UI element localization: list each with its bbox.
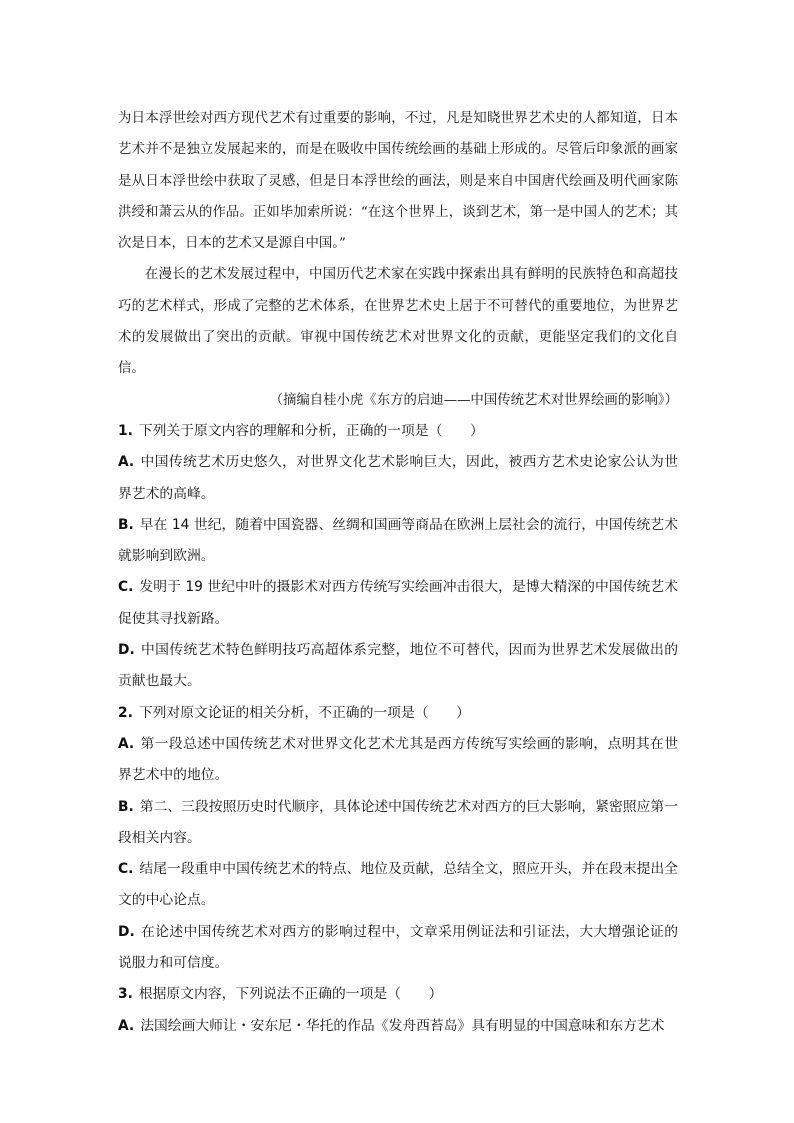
option-key: A. [118, 1017, 135, 1034]
option-text: 第一段总述中国传统艺术对世界文化艺术尤其是西方传统写实绘画的影响，点明其在世界艺术中的地位。 [118, 735, 678, 784]
option-key: C. [118, 861, 134, 878]
option-text: 法国绘画大师让・安东尼・华托的作品《发舟西苔岛》具有明显的中国意味和东方艺术 [140, 1017, 665, 1034]
option-text: 第二、三段按照历史时代顺序，具体论述中国传统艺术对西方的巨大影响，紧密照应第一段相关内容。 [118, 798, 678, 846]
option-text: 发明于 19 世纪中叶的摄影术对西方传统写实绘画冲击很大，是博大精深的中国传统艺术促使其寻找新路。 [118, 579, 678, 627]
option-text: 在论述中国传统艺术对西方的影响过程中，文章采用例证法和引证法，大大增强论证的说服力和可信度。 [118, 923, 678, 972]
question-number: 1. [118, 422, 133, 439]
option-d [118, 917, 678, 980]
option-key: C. [118, 579, 134, 596]
option-b [118, 510, 678, 573]
option-c [118, 572, 678, 635]
question-stem: 下列关于原文内容的理解和分析，正确的一项是（ ） [138, 422, 484, 439]
option-d [118, 635, 678, 698]
option-key: D. [118, 923, 135, 940]
option-key: D. [118, 642, 135, 659]
question-number: 2. [118, 704, 133, 721]
option-a [118, 729, 678, 792]
option-text: 中国传统艺术特色鲜明技巧高超体系完整，地位不可替代，因而为世界艺术发展做出的贡献也最大。 [118, 642, 678, 690]
question-1 [118, 416, 678, 447]
question-number: 3. [118, 986, 133, 1003]
option-key: A. [118, 454, 135, 471]
passage-source: （摘编自桂小虎《东方的启迪——中国传统艺术对世界绘画的影响》） [269, 392, 678, 408]
question-2 [118, 698, 678, 729]
option-key: B. [118, 798, 134, 815]
question-3 [118, 979, 678, 1010]
option-text: 早在 14 世纪，随着中国瓷器、丝绸和国画等商品在欧洲上层社会的流行，中国传统艺术就影响到欧洲。 [118, 516, 678, 565]
passage-paragraph: 在漫长的艺术发展过程中，中国历代艺术家在实践中探索出具有鲜明的民族特色和高超技巧的艺术样式，形成了完整的艺术体系，在世界艺术史上居于不可替代的重要地位，为世界艺术的发展做出了突出的贡献。审视中国传统艺术对世界文化的贡献，更能坚定我们的文化自信。 [118, 267, 678, 377]
question-stem: 根据原文内容，下列说法不正确的一项是（ ） [138, 986, 443, 1003]
option-a [118, 1011, 678, 1042]
option-key: A. [118, 735, 135, 752]
passage-paragraph: 为日本浮世绘对西方现代艺术有过重要的影响，不过，凡是知晓世界艺术史的人都知道，日本艺术并不是独立发展起来的，而是在吸收中国传统绘画的基础上形成的。尽管后印象派的画家是从日本浮世绘中获取了灵感，但是日本浮世绘的画法，则是来自中国唐代绘画及明代画家陈洪绶和萧云从的作品。正如毕加索所说：“在这个世界上，谈到艺术，第一是中国人的艺术；其次是日本，日本的艺术又是源自中国。” [118, 111, 678, 252]
option-a [118, 447, 678, 510]
option-c [118, 854, 678, 917]
option-text: 结尾一段重申中国传统艺术的特点、地位及贡献，总结全文，照应开头，并在段末提出全文的中心论点。 [118, 861, 678, 909]
option-text: 中国传统艺术历史悠久，对世界文化艺术影响巨大，因此，被西方艺术史论家公认为世界艺术的高峰。 [118, 454, 678, 502]
question-stem: 下列对原文论证的相关分析，不正确的一项是（ ） [138, 704, 470, 721]
option-b [118, 792, 678, 855]
option-key: B. [118, 516, 134, 533]
document-content [118, 103, 678, 1042]
